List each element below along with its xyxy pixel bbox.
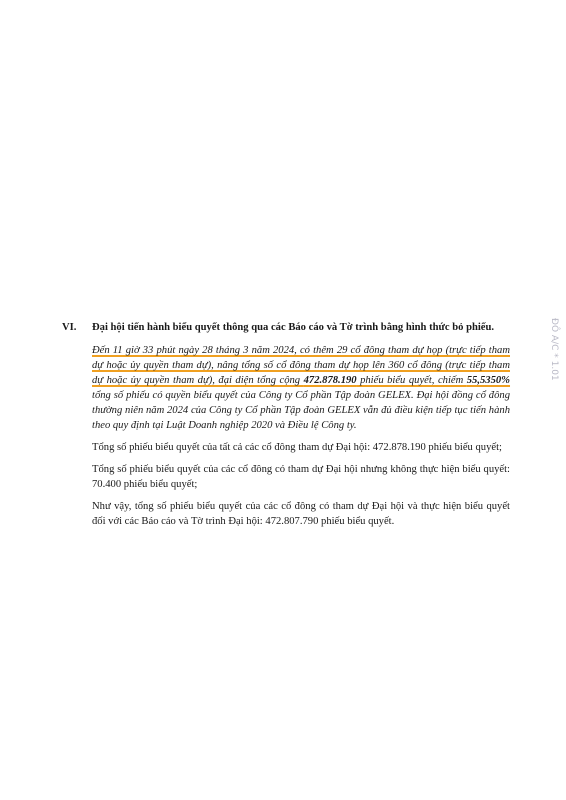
voting-section bbox=[62, 320, 510, 536]
valid-votes-paragraph: Như vậy, tổng số phiếu biểu quyết của các cổ đông có tham dự Đại hội và thực hiện biểu quyết đối với các Báo cáo và Tờ trình Đại hội: 472.807.790 phiếu biểu quyết. bbox=[92, 501, 510, 527]
update-text-2: phiếu biểu quyết, chiếm bbox=[356, 375, 467, 386]
update-shares: 472.878.190 bbox=[303, 375, 357, 386]
section-number: VI. bbox=[62, 322, 77, 333]
update-percent: 55,5350% bbox=[466, 375, 511, 386]
section-heading bbox=[62, 320, 510, 335]
abstain-votes-paragraph: Tổng số phiếu biểu quyết của các cổ đông có tham dự Đại hội nhưng không thực hiện biểu quyết: 70.400 phiếu biểu quyết; bbox=[92, 464, 510, 490]
section-body bbox=[92, 343, 510, 529]
section-title: Đại hội tiến hành biểu quyết thông qua các Báo cáo và Tờ trình bằng hình thức bỏ phiếu. bbox=[92, 322, 495, 333]
update-text-3: tổng số phiếu có quyền biểu quyết của Công ty Cổ phần Tập đoàn GELEX. Đại hội đồng cổ đông thường niên năm 2024 của Công ty Cổ phần Tập đoàn GELEX vẫn đủ điều kiện tiếp tục tiến hành theo quy định tại Luật Doanh nghiệp 2020 và Điều lệ Công ty. bbox=[92, 390, 510, 431]
total-votes-paragraph: Tổng số phiếu biểu quyết của tất cả các cổ đông tham dự Đại hội: 472.878.190 phiếu biểu quyết; bbox=[92, 442, 502, 453]
update-text-1: Đến 11 giờ 33 phút ngày 28 tháng 3 năm 2024, có thêm 29 cổ đông tham dự họp (trực tiếp tham dự hoặc ủy quyền tham dự), nâng tổng số cổ đông tham dự họp lên 360 cổ đông (trực tiếp tham dự hoặc ủy quyền tham dự), đại diện tổng cộng bbox=[92, 345, 510, 386]
attendance-update-paragraph bbox=[92, 343, 510, 433]
margin-stamp-mark: ĐÔ A/C * 1.01 bbox=[549, 318, 559, 381]
